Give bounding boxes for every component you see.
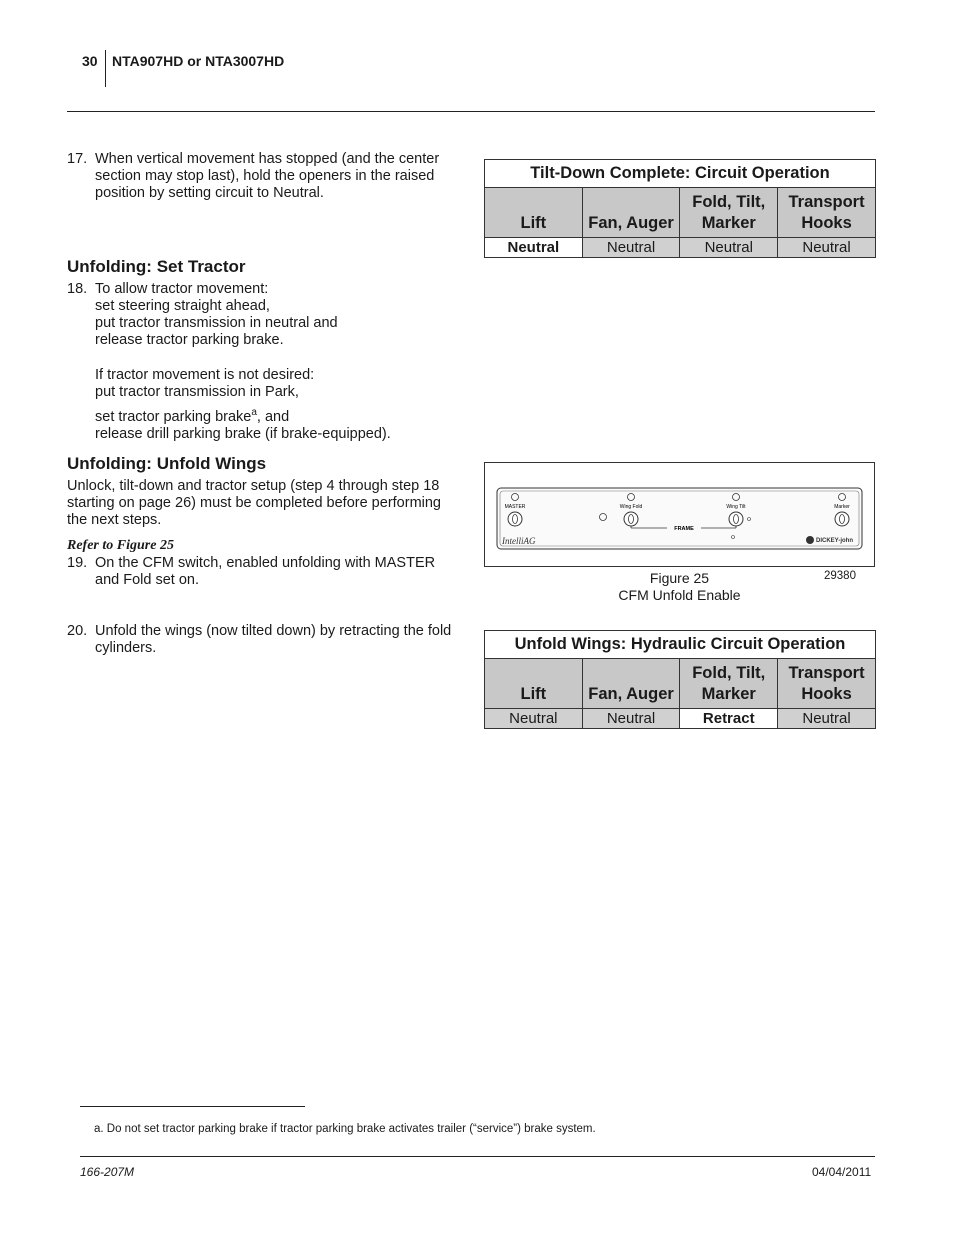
section-heading: Unfolding: Unfold Wings: [67, 454, 267, 473]
value-cell: Neutral: [485, 238, 583, 258]
footnote-marker: a: [251, 407, 257, 418]
figure-box: [484, 462, 875, 567]
header-cell: Lift: [485, 659, 583, 709]
header-divider: [105, 50, 106, 87]
step-number: 20.: [67, 623, 88, 639]
wing-tilt-switch-icon: [729, 512, 743, 526]
step-text: On the CFM switch, enabled unfolding with MASTER and Fold set on.: [95, 555, 436, 588]
table-caption: Tilt-Down Complete: Circuit Operation: [485, 160, 876, 188]
footnote-rule: [80, 1106, 305, 1107]
cfm-panel-illustration: [485, 463, 874, 566]
section-paragraph: Unlock, tilt-down and tractor setup (step 4 through step 18 starting on page 26) must be completed before performing the next steps.: [67, 478, 441, 528]
wing-fold-switch-icon: [624, 512, 638, 526]
figure-title: CFM Unfold Enable: [618, 587, 741, 603]
step-line: set steering straight ahead,: [95, 298, 270, 314]
step-18: [67, 281, 462, 443]
wing-tilt-label: Wing Tilt: [726, 504, 746, 510]
step-number: 18.: [67, 281, 88, 297]
section-heading: Unfolding: Set Tractor: [67, 257, 246, 276]
value-cell: Neutral: [680, 238, 778, 258]
step-line: , and: [256, 408, 290, 425]
header-cell: Fold, Tilt, Marker: [680, 188, 778, 238]
value-cell: Neutral: [778, 238, 876, 258]
step-17: [67, 151, 462, 202]
figure-caption: [484, 570, 875, 604]
tilt-down-table: [484, 159, 876, 258]
header-rule: [67, 111, 875, 112]
figure-reference: Refer to Figure 25: [67, 538, 174, 553]
header-cell: Fold, Tilt, Marker: [680, 659, 778, 709]
wing-fold-label: Wing Fold: [619, 504, 643, 510]
step-line: set tractor parking brake: [95, 408, 252, 425]
step-line: put tractor transmission in Park,: [95, 384, 299, 400]
step-20: [67, 623, 462, 657]
figure-number: Figure 25: [649, 570, 710, 586]
header-cell: Transport Hooks: [778, 659, 876, 709]
page-number: 30: [82, 53, 98, 69]
step-text: Unfold the wings (now tilted down) by retracting the fold cylinders.: [95, 623, 452, 656]
step-19: [67, 555, 462, 589]
figure-id: 29380: [824, 570, 856, 582]
step-text: When vertical movement has stopped (and the center section may stop last), hold the openers in the raised position by setting circuit to Neutral.: [95, 151, 440, 201]
frame-label: FRAME: [674, 526, 694, 532]
step-line: release drill parking brake (if brake-equipped).: [95, 425, 391, 442]
value-cell: Neutral: [778, 709, 876, 729]
header-cell: Lift: [485, 188, 583, 238]
step-line: put tractor transmission in neutral and: [95, 315, 338, 331]
header-cell: Fan, Auger: [582, 659, 680, 709]
dickey-john-logo-icon: [806, 536, 814, 544]
header-cell: Transport Hooks: [778, 188, 876, 238]
document-number: 166-207M: [80, 1165, 135, 1179]
step-line: If tractor movement is not desired:: [95, 367, 315, 383]
footnote: a. Do not set tractor parking brake if tractor parking brake activates trailer (“service”) brake system.: [94, 1123, 596, 1135]
step-line: release tractor parking brake.: [95, 332, 284, 348]
marker-switch-icon: [835, 512, 849, 526]
footer-rule: [80, 1156, 875, 1157]
intelliag-logo: IntelliAG: [502, 536, 536, 546]
value-cell: Neutral: [582, 709, 680, 729]
value-cell: Neutral: [582, 238, 680, 258]
master-label: MASTER: [504, 504, 526, 510]
document-title: NTA907HD or NTA3007HD: [112, 53, 285, 69]
document-date: 04/04/2011: [812, 1165, 872, 1179]
unfold-wings-table: [484, 630, 876, 729]
step-number: 17.: [67, 151, 88, 167]
step-line: To allow tractor movement:: [95, 281, 269, 297]
marker-label: Marker: [834, 504, 850, 510]
master-switch-icon: [508, 512, 522, 526]
step-number: 19.: [67, 555, 88, 571]
header-cell: Fan, Auger: [582, 188, 680, 238]
table-caption: Unfold Wings: Hydraulic Circuit Operation: [485, 631, 876, 659]
dickey-john-logo: DICKEY-john: [816, 538, 853, 544]
value-cell: Retract: [680, 709, 778, 729]
value-cell: Neutral: [485, 709, 583, 729]
